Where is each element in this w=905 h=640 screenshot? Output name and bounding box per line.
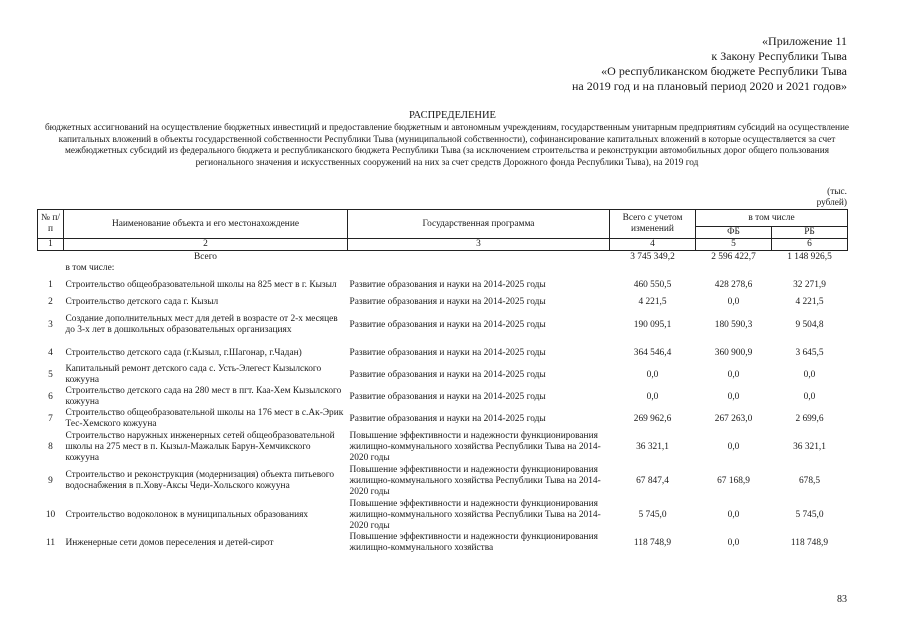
col-number: 6 [772,239,848,251]
row-name: Строительство общеобразовательной школы на 176 мест в с.Ак-Эрик Тес-Хемского кожууна [65,408,344,429]
row-program: Повышение эффективности и надежности функционирования жилищно-коммунального хозяйства [349,532,598,553]
row-program: Развитие образования и науки на 2014-2025 годы [349,391,546,402]
header-num: № п/п [38,210,64,239]
table-row [38,464,848,498]
row-rb: 9 504,8 [795,319,824,330]
table-row [38,308,848,342]
total-sum: 3 745 349,2 [630,251,675,262]
row-num: 11 [45,537,56,548]
header-total: Всего с учетом изменений [610,210,696,239]
row-total: 190 095,1 [633,319,672,330]
row-program: Развитие образования и науки на 2014-2025 годы [349,413,546,424]
row-num: 2 [48,296,53,307]
table-row [38,274,848,296]
row-total: 364 546,4 [633,347,672,358]
row-num: 7 [48,413,53,424]
col-number: 3 [348,239,610,251]
row-rb: 678,5 [798,475,821,486]
row-fb: 67 168,9 [717,475,750,486]
row-rb: 0,0 [803,369,816,380]
row-program: Развитие образования и науки на 2014-2025 годы [349,319,546,330]
units-note: (тыс. рублей) [816,187,847,208]
header-rb: РБ [772,227,848,239]
col-number: 5 [696,239,772,251]
row-fb: 0,0 [727,441,740,452]
table-row [38,532,848,554]
row-program: Развитие образования и науки на 2014-2025 годы [349,296,546,307]
row-num: 4 [48,347,53,358]
row-rb: 4 221,5 [795,296,824,307]
row-num: 5 [48,369,53,380]
row-rb: 3 645,5 [795,347,824,358]
row-program: Повышение эффективности и надежности функционирования жилищно-коммунального хозяйства Республики Тыва на 2014-2020 годы [349,498,601,531]
row-total: 36 321,1 [636,441,669,452]
row-program: Развитие образования и науки на 2014-2025 годы [349,369,546,380]
row-fb: 428 278,6 [714,279,753,290]
incl-note: в том числе: [65,263,115,273]
page-number: 83 [837,594,847,605]
row-name: Строительство детского сада (г.Кызыл, г.Шагонар, г.Чадан) [65,347,302,358]
row-name: Строительство общеобразовательной школы на 825 мест в г. Кызыл [65,279,337,290]
document-subtitle: бюджетных ассигнований на осуществление бюджетных инвестиций и предоставление бюджетным и автономным учреждениям, государственным унитарным предприятиям субсидий на осуществление капитальных вложений в объекты государственной собственности Республики Тыва (муниципальной собственности), софинансирование капитальных вложений в которые осуществляется за счет межбюджетных субсидий из федерального бюджета и республиканского бюджета Республики Тыва (за исключением строительства и реконструкции автомобильных дорог общего пользования регионального значения и искусственных сооружений на них за счет средств Дорожного фонда Республики Тыва), на 2019 год [44,123,850,169]
annex-line: к Закону Республики Тыва [711,49,847,63]
row-name: Строительство и реконструкция (модернизация) объекта питьевого водоснабжения в п.Хову-Аксы Чеди-Хольского кожууна [65,470,335,491]
row-total: 0,0 [646,391,659,402]
table-row [38,296,848,308]
document-heading: РАСПРЕДЕЛЕНИЕ [409,110,496,121]
row-num: 6 [48,391,53,402]
row-num: 9 [48,475,53,486]
annex-header [572,34,847,94]
row-name: Строительство водоколонок в муниципальных образованиях [65,509,309,520]
row-program: Развитие образования и науки на 2014-2025 годы [349,279,546,290]
row-fb: 0,0 [727,537,740,548]
row-num: 8 [48,441,53,452]
row-num: 3 [48,319,53,330]
table-row [38,498,848,532]
row-name: Капитальный ремонт детского сада с. Усть-Элегест Кызылского кожууна [65,364,322,385]
row-rb: 0,0 [803,391,816,402]
row-total: 460 550,5 [633,279,672,290]
total-row [38,251,848,264]
row-program: Повышение эффективности и надежности функционирования жилищно-коммунального хозяйства Республики Тыва на 2014-2020 годы [349,464,601,497]
total-rb: 1 148 926,5 [787,251,832,262]
table-row [38,430,848,464]
row-rb: 5 745,0 [795,509,824,520]
row-fb: 0,0 [727,391,740,402]
row-name: Инженерные сети домов переселения и детей-сирот [65,537,274,548]
header-incl: в том числе [696,210,848,227]
row-total: 269 962,6 [633,413,672,424]
annex-line: «О республиканском бюджете Республики Тыва [601,64,847,78]
total-fb: 2 596 422,7 [711,251,756,262]
annex-line: «Приложение 11 [762,34,847,48]
row-total: 118 748,9 [633,537,672,548]
row-fb: 0,0 [727,369,740,380]
col-number: 4 [610,239,696,251]
row-program: Развитие образования и науки на 2014-2025 годы [349,347,546,358]
header-fb: ФБ [696,227,772,239]
row-name: Строительство детского сада г. Кызыл [65,296,219,307]
row-name: Создание дополнительных мест для детей в возрасте от 2-х месяцев до 3-х лет в дошкольных образовательных организациях [65,314,338,335]
row-num: 10 [45,509,56,520]
row-fb: 267 263,0 [714,413,753,424]
row-rb: 36 321,1 [793,441,826,452]
table-row [38,386,848,408]
row-fb: 360 900,9 [714,347,753,358]
row-total: 0,0 [646,369,659,380]
row-program: Повышение эффективности и надежности функционирования жилищно-коммунального хозяйства Республики Тыва на 2014-2020 годы [349,430,601,463]
header-name: Наименование объекта и его местонахождение [64,210,348,239]
annex-line: на 2019 год и на плановый период 2020 и 2021 годов» [571,79,847,93]
row-total: 4 221,5 [638,296,667,307]
table-row [38,408,848,430]
row-rb: 118 748,9 [790,537,829,548]
col-number: 2 [64,239,348,251]
col-number: 1 [38,239,64,251]
row-fb: 0,0 [727,296,740,307]
row-total: 67 847,4 [636,475,669,486]
incl-note-row [38,263,848,274]
header-program: Государственная программа [348,210,610,239]
row-name: Строительство наружных инженерных сетей общеобразовательной школы на 275 мест в п. Кызыл-Мажалык Барун-Хемчикского кожууна [65,430,335,463]
row-rb: 32 271,9 [793,279,826,290]
table-row [38,342,848,364]
row-num: 1 [48,279,53,290]
row-total: 5 745,0 [638,509,667,520]
row-rb: 2 699,6 [795,413,824,424]
total-label: Всего [194,251,217,262]
allocation-table [37,209,848,554]
table-row [38,364,848,386]
row-fb: 0,0 [727,509,740,520]
row-fb: 180 590,3 [714,319,753,330]
row-name: Строительство детского сада на 280 мест в пгт. Каа-Хем Кызылского кожууна [65,386,342,407]
